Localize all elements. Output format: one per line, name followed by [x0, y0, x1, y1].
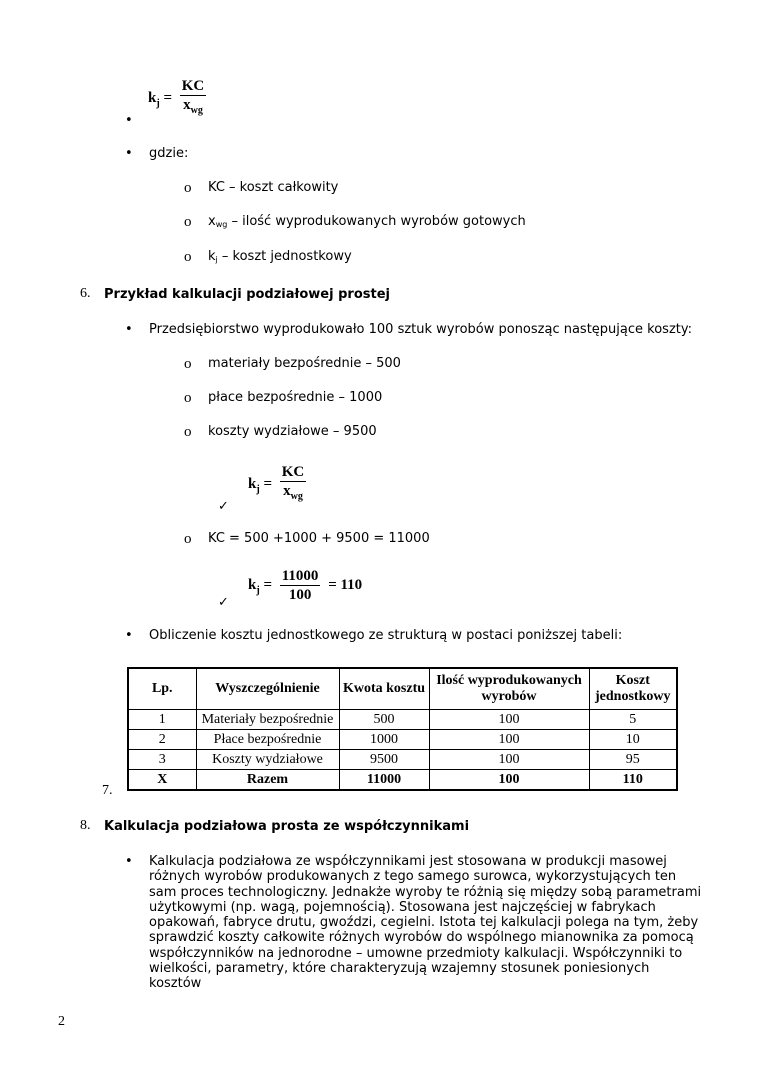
bullet-dot: •	[125, 146, 133, 161]
bullet-dot: •	[125, 322, 133, 337]
header-quantity: Ilość wyprodukowanych wyrobów	[429, 668, 589, 710]
cost-materials: materiały bezpośrednie – 500	[208, 356, 401, 371]
formula-fraction	[280, 464, 307, 505]
header-unit-cost: Koszt jednostkowy	[589, 668, 677, 710]
circle-marker: o	[184, 214, 192, 230]
cell-quantity: 100	[429, 710, 589, 730]
table-intro: Obliczenie kosztu jednostkowego ze strukturą w postaci poniższej tabeli:	[149, 628, 623, 643]
den-sub: wg	[190, 105, 203, 116]
gdzie-item-kj	[208, 249, 352, 268]
kj-base: k	[208, 249, 216, 264]
cell-amount: 1000	[339, 730, 429, 750]
cell-amount: 500	[339, 710, 429, 730]
formula-denominator	[280, 482, 307, 505]
xwg-sub: wg	[215, 220, 228, 229]
circle-marker: o	[184, 531, 192, 547]
checkmark-icon: ✓	[218, 499, 229, 514]
formula-denominator: 100	[288, 587, 312, 603]
cell-lp: 1	[128, 710, 196, 730]
gdzie-item-xwg	[208, 214, 526, 233]
formula-eq: =	[263, 576, 272, 593]
table-row	[128, 730, 677, 750]
cost-wages: płace bezpośrednie – 1000	[208, 390, 383, 405]
formula-result: = 110	[328, 576, 363, 593]
cell-unit-cost: 10	[589, 730, 677, 750]
formula-kj-2	[248, 568, 362, 603]
formula-lhs: k	[248, 475, 257, 492]
cell-quantity: 100	[429, 750, 589, 770]
formula-kj-top	[148, 78, 210, 119]
den-base: x	[283, 483, 291, 499]
circle-marker: o	[184, 356, 192, 372]
page-number: 2	[58, 1014, 65, 1029]
formula-eq: =	[163, 89, 172, 106]
cell-item: Płace bezpośrednie	[196, 730, 339, 750]
den-base: x	[183, 97, 191, 113]
cell-amount: 9500	[339, 750, 429, 770]
total-lp: X	[128, 770, 196, 791]
total-amount: 11000	[339, 770, 429, 791]
checkmark-icon: ✓	[218, 595, 229, 610]
formula-numerator: KC	[281, 464, 305, 480]
table-header-row	[128, 668, 677, 710]
kj-sub: j	[215, 255, 218, 264]
cell-item: Materiały bezpośrednie	[196, 710, 339, 730]
table-row	[128, 710, 677, 730]
bullet-dot: •	[125, 854, 133, 869]
circle-marker: o	[184, 390, 192, 406]
gdzie-label: gdzie:	[149, 146, 189, 161]
circle-marker: o	[184, 424, 192, 440]
cell-unit-cost: 5	[589, 710, 677, 730]
formula-lhs: k	[148, 89, 157, 106]
formula-eq: =	[263, 475, 272, 492]
kj-text: – koszt jednostkowy	[217, 249, 352, 264]
header-item: Wyszczególnienie	[196, 668, 339, 710]
total-unit-cost: 110	[589, 770, 677, 791]
formula-denominator	[180, 96, 207, 119]
section-8-title: Kalkulacja podziałowa prosta ze współczynnikami	[104, 819, 470, 834]
formula-kj-1	[248, 464, 310, 505]
bullet-dot: •	[125, 113, 133, 128]
section-6-intro: Przedsiębiorstwo wyprodukowało 100 sztuk wyrobów ponosząc następujące koszty:	[149, 322, 692, 337]
cell-unit-cost: 95	[589, 750, 677, 770]
cost-department: koszty wydziałowe – 9500	[208, 424, 377, 439]
circle-marker: o	[184, 249, 192, 265]
cost-table	[127, 667, 678, 791]
cell-quantity: 100	[429, 730, 589, 750]
cell-item: Koszty wydziałowe	[196, 750, 339, 770]
cell-lp: 2	[128, 730, 196, 750]
formula-fraction	[180, 78, 207, 119]
item-7-number: 7.	[102, 783, 113, 798]
section-6-number: 6.	[80, 286, 91, 301]
kc-calculation: KC = 500 +1000 + 9500 = 11000	[208, 531, 430, 546]
den-sub: wg	[290, 491, 303, 502]
section-6-title: Przykład kalkulacji podziałowej prostej	[104, 287, 390, 302]
xwg-text: – ilość wyprodukowanych wyrobów gotowych	[227, 214, 526, 229]
total-quantity: 100	[429, 770, 589, 791]
formula-lhs-sub: j	[156, 97, 160, 109]
header-amount: Kwota kosztu	[339, 668, 429, 710]
formula-fraction	[280, 568, 321, 603]
xwg-base: x	[208, 214, 216, 229]
formula-numerator: 11000	[281, 568, 319, 584]
formula-lhs-sub: j	[256, 584, 260, 596]
cell-lp: 3	[128, 750, 196, 770]
circle-marker: o	[184, 180, 192, 196]
table-row	[128, 750, 677, 770]
formula-lhs-sub: j	[256, 483, 260, 495]
formula-numerator: KC	[181, 78, 205, 94]
total-item: Razem	[196, 770, 339, 791]
formula-lhs: k	[248, 576, 257, 593]
section-8-paragraph: Kalkulacja podziałowa ze współczynnikami jest stosowana w produkcji masowej różnych wyrobów produkowanych z tego samego surowca, wykorzystujących ten sam proces technologiczny. Jednakże wyroby te różnią się między sobą parametrami użytkowymi (np. wagą, pojemnością). Stosowana jest najczęściej w fabrykach opakowań, fabryce drutu, gwoździ, cegielni. Istota tej kalkulacji polega na tym, żeby sprawdzić koszty całkowite różnych wyrobów do wspólnego mianownika za pomocą współczynników na jednorodne – umowne przedmioty kalkulacji. Współczynniki to wielkości, parametry, które charakteryzują wzajemny stosunek poniesionych kosztów	[149, 854, 702, 992]
section-8-number: 8.	[80, 818, 91, 833]
header-lp: Lp.	[128, 668, 196, 710]
gdzie-item-kc: KC – koszt całkowity	[208, 180, 339, 195]
table-total-row	[128, 770, 677, 791]
bullet-dot: •	[125, 628, 133, 643]
